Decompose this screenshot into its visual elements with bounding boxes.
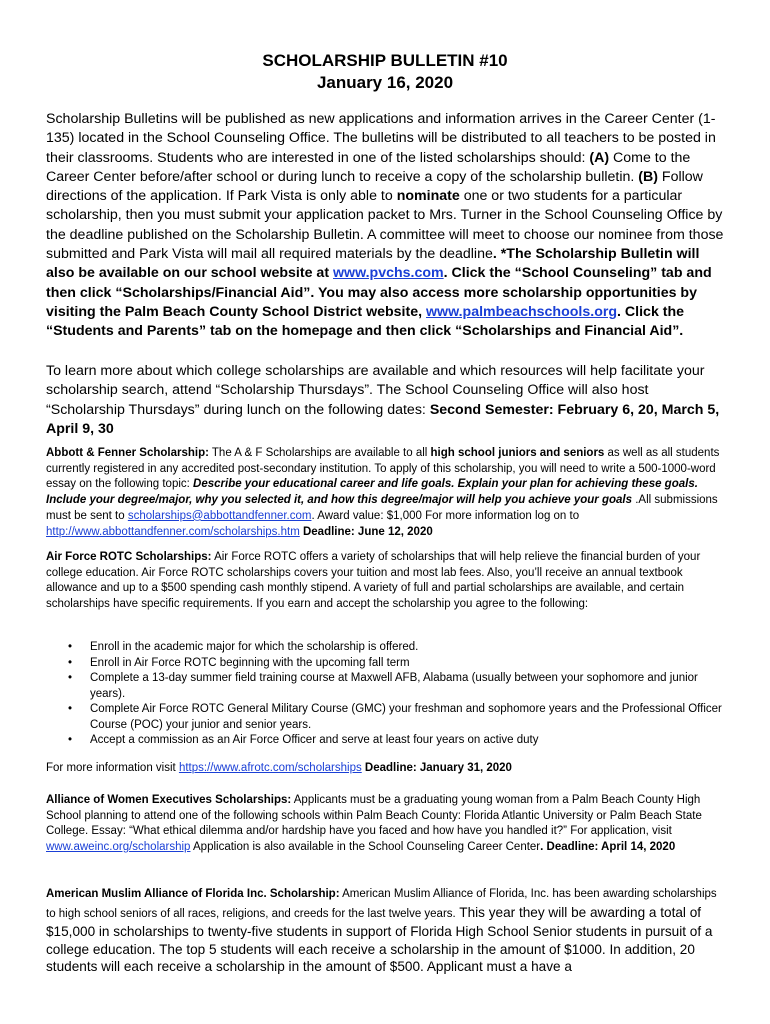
- afrotc-link[interactable]: https://www.afrotc.com/scholarships: [178, 762, 362, 774]
- abbott-url-link[interactable]: http://www.abbottandfenner.com/scholarships.htm: [46, 525, 300, 538]
- bulletin-title: SCHOLARSHIP BULLETIN #10: [262, 51, 508, 70]
- list-item: • Enroll in the academic major for which the scholarship is offered.: [68, 641, 419, 653]
- abbott-fenner-entry: Abbott & Fenner Scholarship: The A & F Scholarships are available to all high school juniors and seniors as well as all students currently registered in any accredited post-secondary institution. To apply of this scholarship, you will need to write a 500-1000-word essay on the following topic: Describe your educational career and life goals. Explain your plan for achieving these goals. Include your degree/major, why you selected it, and how this degree/major will help you achieve your goals .All submissions must be sent to scholarships@abbottandfenner.com. Award value: $1,000 For more information log on to http://www.abbottandfenner.com/scholarships.htm Deadline: June 12, 2020: [46, 447, 720, 538]
- list-item: • Complete Air Force ROTC General Military Course (GMC) your freshman and sophomore years and the Professional Officer Course (POC) your junior and senior years.: [68, 703, 722, 731]
- air-force-more-info: For more information visit https://www.afrotc.com/scholarships Deadline: January 31, 2020: [46, 762, 512, 774]
- alliance-women-executives-heading: Alliance of Women Executives Scholarships:: [46, 794, 292, 806]
- air-force-requirements-list: [46, 640, 726, 749]
- aweinc-link[interactable]: www.aweinc.org/scholarship: [46, 841, 191, 854]
- list-item: • Accept a commission as an Air Force Officer and serve at least four years on active duty: [68, 734, 539, 746]
- american-muslim-alliance-heading: American Muslim Alliance of Florida Inc. Scholarship:: [46, 888, 340, 900]
- list-item: • Enroll in Air Force ROTC beginning with the upcoming fall term: [68, 656, 410, 669]
- air-force-rotc-entry: Air Force ROTC Scholarships: Air Force ROTC offers a variety of scholarships that will help relieve the financial burden of your college education. Air Force ROTC scholarships covers your tuition and most lab fees. Also, you’ll receive an annual textbook allowance and up to a $500 spending cash monthly stipend. A variety of full and partial scholarships are available, and certain scholarships have specific requirements. If you earn and accept the scholarship you agree to the following:: [46, 551, 701, 611]
- alliance-women-executives-entry: Alliance of Women Executives Scholarships: Applicants must be a graduating young woman from a Palm Beach County High School planning to attend one of the following schools within Palm Beach County: Florida Atlantic University or Palm Beach State College. Essay: “What ethical dilemma and/or hardship have you faced and how have you handled it?” For application, visit www.aweinc.org/scholarship Application is also available in the School Counseling Career Center. Deadline: April 14, 2020: [46, 794, 702, 854]
- abbott-fenner-heading: Abbott & Fenner Scholarship:: [46, 447, 209, 459]
- palmbeachschools-link[interactable]: www.palmbeachschools.org: [426, 303, 618, 320]
- abbott-email-link[interactable]: scholarships@abbottandfenner.com: [127, 509, 312, 522]
- list-item: • Complete a 13-day summer field training course at Maxwell AFB, Alabama (usually between your sophomore and junior years).: [68, 672, 698, 700]
- bulletin-date: January 16, 2020: [316, 73, 454, 92]
- air-force-rotc-heading: Air Force ROTC Scholarships:: [46, 551, 212, 563]
- intro-paragraph: Scholarship Bulletins will be published as new applications and information arrives in the Career Center (1-135) located in the School Counseling Office. The bulletins will be distributed to all teachers to be posted in their classrooms. Students who are interested in one of the listed scholarships should: (A) Come to the Career Center before/after school or during lunch to receive a copy of the scholarship bulletin. (B) Follow directions of the application. If Park Vista is only able to nominate one or two students for a particular scholarship, then you must submit your application packet to Mrs. Turner in the School Counseling Office by the deadline published on the Scholarship Bulletin. A committee will meet to choose our nominee from those submitted and Park Vista will mail all required materials by the deadline. *The Scholarship Bulletin will also be available on our school website at www.pvchs.com. Click the “School Counseling” tab and then click “Scholarships/Financial Aid”. You may also access more scholarship opportunities by visiting the Palm Beach County School District website, www.palmbeachschools.org. Click the “Students and Parents” tab on the homepage and then click “Scholarships and Financial Aid”.: [46, 111, 724, 340]
- pvchs-link[interactable]: www.pvchs.com: [333, 265, 444, 282]
- scholarship-thursdays-paragraph: To learn more about which college scholarships are available and which resources will help facilitate your scholarship search, attend “Scholarship Thursdays”. The School Counseling Office will also host “Scholarship Thursdays” during lunch on the following dates: Second Semester: February 6, 20, March 5, April 9, 30: [46, 363, 720, 437]
- american-muslim-alliance-entry: American Muslim Alliance of Florida Inc. Scholarship: American Muslim Alliance of Florida, Inc. has been awarding scholarships to high school seniors of all races, religions, and creeds for the last twelve years. This year they will be awarding a total of $15,000 in scholarships to twenty-five students in support of Florida High School Senior students in pursuit of a college education. The top 5 students will each receive a scholarship in the amount of $1000. In addition, 20 students will each receive a scholarship in the amount of $500. Applicant must a have a: [46, 888, 717, 975]
